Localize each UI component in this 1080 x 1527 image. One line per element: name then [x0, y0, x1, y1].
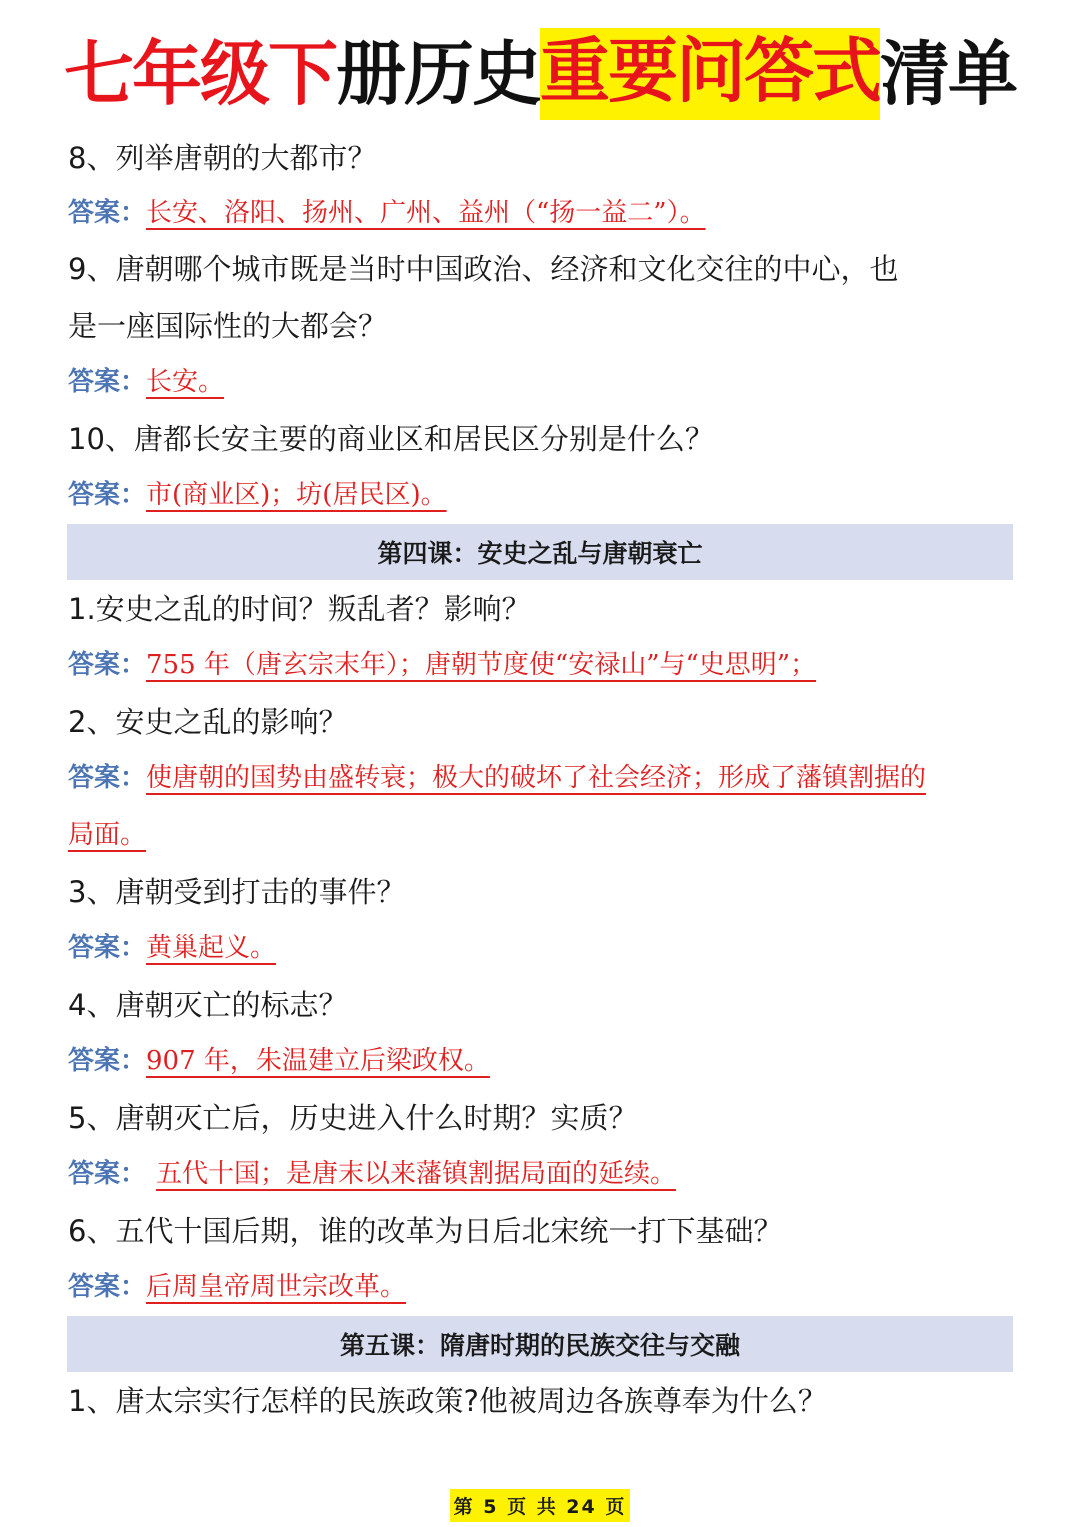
answer-10 [68, 482, 463, 508]
answer-label: 答案： [68, 198, 147, 228]
answer-text: 长安、洛阳、扬州、广州、益州（“扬一益二”）。 [146, 198, 706, 228]
page-title [0, 22, 1080, 126]
question-9-line-1: 9、唐朝哪个城市既是当时中国政治、经济和文化交往的中心，也 [68, 252, 899, 286]
answer-9 [68, 369, 240, 395]
answer-label: 答案： [68, 1159, 147, 1189]
title-part-grade: 七年级下 [64, 33, 336, 115]
answer-4-2 [68, 765, 926, 791]
title-part-subject: 册历史 [336, 33, 540, 115]
answer-4-5 [68, 1161, 692, 1187]
answer-label: 答案： [68, 763, 147, 793]
answer-label: 答案： [68, 1272, 147, 1302]
answer-label: 答案： [68, 650, 147, 680]
answer-label: 答案： [68, 480, 147, 510]
answer-4-3 [68, 935, 292, 961]
question-5-1: 1、唐太宗实行怎样的民族政策?他被周边各族尊奉为什么？ [68, 1384, 827, 1418]
answer-text: 使唐朝的国势由盛转衰；极大的破坏了社会经济；形成了藩镇割据的 [146, 763, 927, 793]
answer-text: 局面。 [68, 820, 147, 850]
answer-4-6 [68, 1274, 422, 1300]
question-4-6: 6、五代十国后期，谁的改革为日后北宋统一打下基础？ [68, 1214, 783, 1248]
answer-label: 答案： [68, 367, 147, 397]
answer-text: 五代十国；是唐末以来藩镇割据局面的延续。 [156, 1159, 677, 1189]
title-part-highlight: 重要问答式 [540, 28, 880, 120]
section-header-lesson-5: 第五课：隋唐时期的民族交往与交融 [67, 1316, 1013, 1372]
question-4-2: 2、安史之乱的影响？ [68, 705, 348, 739]
answer-4-2-line-2 [68, 822, 162, 848]
section-header-lesson-4: 第四课：安史之乱与唐朝衰亡 [67, 524, 1013, 580]
question-8: 8、列举唐朝的大都市？ [68, 141, 377, 175]
question-10: 10、唐都长安主要的商业区和居民区分别是什么？ [68, 422, 714, 456]
answer-label: 答案： [68, 1046, 147, 1076]
answer-4-4 [68, 1048, 506, 1074]
question-4-5: 5、唐朝灭亡后，历史进入什么时期？实质？ [68, 1101, 638, 1135]
answer-text: 黄巢起义。 [146, 933, 277, 963]
answer-text: 市(商业区)；坊(居民区)。 [146, 480, 447, 510]
page-number: 第 5 页 共 24 页 [450, 1489, 631, 1522]
answer-label: 答案： [68, 933, 147, 963]
title-part-list: 清单 [880, 33, 1016, 115]
answer-text: 907 年，朱温建立后梁政权。 [146, 1046, 490, 1076]
question-9-line-2: 是一座国际性的大都会？ [68, 309, 388, 343]
question-4-4: 4、唐朝灭亡的标志？ [68, 988, 348, 1022]
question-4-3: 3、唐朝受到打击的事件？ [68, 875, 406, 909]
page-footer [0, 1489, 1080, 1522]
question-4-1: 1.安史之乱的时间？叛乱者？影响？ [68, 592, 531, 626]
answer-4-1 [68, 652, 832, 678]
answer-text: 后周皇帝周世宗改革。 [146, 1272, 407, 1302]
answer-text: 长安。 [146, 367, 225, 397]
answer-8 [68, 200, 722, 226]
answer-text: 755 年（唐玄宗末年）；唐朝节度使“安禄山”与“史思明”； [146, 650, 817, 680]
